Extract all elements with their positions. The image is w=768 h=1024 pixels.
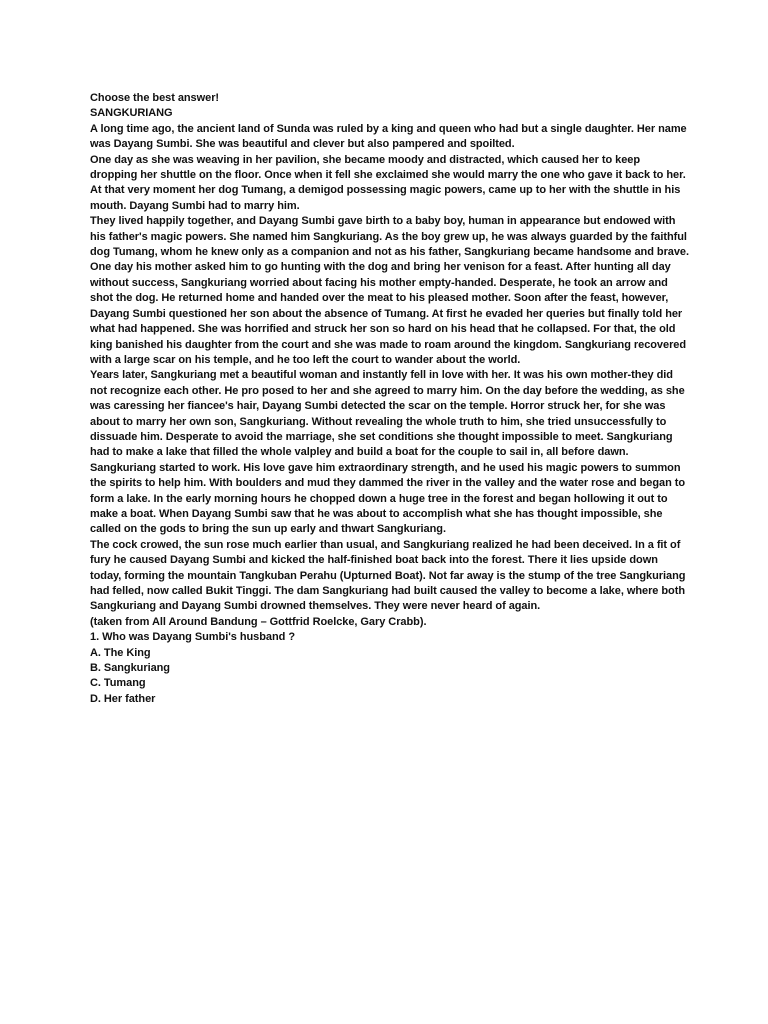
answer-options [90,646,690,708]
story-paragraph-1: A long time ago, the ancient land of Sunda was ruled by a king and queen who had but a single daughter. Her name was Dayang Sumbi. She was beautiful and clever but also pampered and spoilted. [90,122,687,151]
document-page [90,91,690,707]
story-paragraph-2: One day as she was weaving in her pavilion, she became moody and distracted, which caused her to keep dropping her shuttle on the floor. Once when it fell she exclaimed she would marry the one who gave it back to her. At that very moment her dog Tumang, a demigod possessing magic powers, came up to her with the shuttle in his mouth. Dayang Sumbi had to marry him. [90,153,686,212]
answer-option-a: A. The King [90,646,151,659]
instruction-text: Choose the best answer! [90,92,220,104]
story-paragraph-6: Sangkuriang started to work. His love gave him extraordinary strength, and he used his magic powers to summon the spirits to help him. With boulders and mud they dammed the river in the valley and the water rose and began to form a lake. In the early morning hours he chopped down a huge tree in the forest and began hollowing it out to make a boat. When Dayang Sumbi saw that he was about to accomplish what she has thought impossible, she called on the gods to bring the sun up early and thwart Sangkuriang. [90,461,686,536]
answer-option-c: C. Tumang [90,677,146,690]
story-paragraph-5: Years later, Sangkuriang met a beautiful woman and instantly fell in love with her. It was his own mother-they did not recognize each other. He pro posed to her and she agreed to marry him. On the day before the wedding, as she was caressing her fiancee's hair, Dayang Sumbi detected the scar on the temple. Horror struck her, for she was about to marry her own son, Sangkuriang. Without revealing the whole truth to him, she tried unsuccessfully to dissuade him. Desperate to avoid the marriage, she set conditions she thought impossible to meet. Sangkuriang had to make a lake that filled the whole valpley and build a boat for the couple to sail in, all before dawn. [90,369,685,459]
story-paragraph-7: The cock crowed, the sun rose much earlier than usual, and Sangkuriang realized he had been deceived. In a fit of fury he caused Dayang Sumbi and kicked the half-finished boat back into the forest. There it lies upside down today, forming the mountain Tangkuban Perahu (Upturned Boat). Not far away is the stump of the tree Sangkuriang had felled, now called Bukit Tinggi. The dam Sangkuriang had built caused the valley to become a lake, where both Sangkuriang and Dayang Sumbi drowned themselves. They were never heard of again. [90,538,686,613]
question-block [90,630,690,707]
story-paragraph-4: One day his mother asked him to go hunting with the dog and bring her venison for a feast. After hunting all day without success, Sangkuriang worried about facing his mother empty-handed. Desperate, he took an arrow and shot the dog. He returned home and handed over the meat to his pleased mother. Soon after the feast, however, Dayang Sumbi questioned her son about the absence of Tumang. At first he evaded her queries but finally told her what had happened. She was horrified and struck her son so hard on his head that he collapsed. For that, the old king banished his daughter from the court and she was made to roam around the kingdom. Sangkuriang recovered with a large scar on his temple, and he too left the court to wander about the world. [90,261,687,366]
story-paragraph-3: They lived happily together, and Dayang Sumbi gave birth to a baby boy, human in appearance but endowed with his father's magic powers. She named him Sangkuriang. As the boy grew up, he was always guarded by the faithful dog Tumang, whom he knew only as a companion and not as his father, Sangkuriang became handsome and brave. [90,215,690,259]
answer-option-b: B. Sangkuriang [90,662,170,675]
story-title: SANGKURIANG [90,107,173,120]
answer-option-d: D. Her father [90,692,156,705]
source-citation: (taken from All Around Bandung – Gottfrid Roelcke, Gary Crabb). [90,615,427,628]
question-text: 1. Who was Dayang Sumbi's husband ? [90,631,296,644]
